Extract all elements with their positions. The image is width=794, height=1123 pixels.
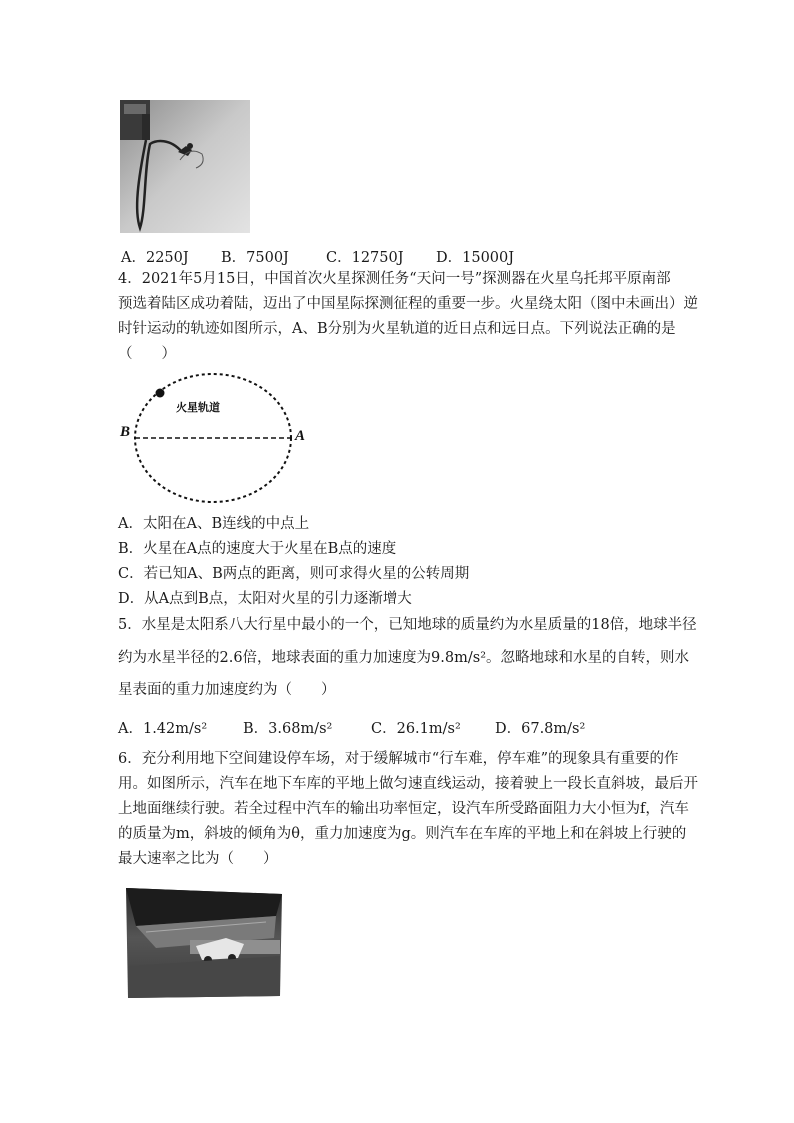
q5-options [118,717,598,737]
point-b-label: B [120,424,131,440]
bungee-photo [120,100,250,233]
q4-line-4: （ ） [118,346,176,362]
garage-photo [126,886,282,1000]
q4-line-1: 4．2021年5月15日，中国首次火星探测任务“天问一号”探测器在火星乌托邦平原南部 [118,271,671,287]
q4-option-a: A．太阳在A、B连线的中点上 [118,516,310,532]
q6-line-3: 上地面继续行驶。若全过程中汽车的输出功率恒定，设汽车所受路面阻力大小恒为f，汽车 [118,801,689,817]
bungee-photo-graphic [120,100,250,233]
q6-line-2: 用。如图所示，汽车在地下车库的平地上做匀速直线运动，接着驶上一段长直斜坡，最后开 [118,776,698,792]
mars-dot [156,389,165,398]
q3-option-b: B．7500J [221,250,289,266]
orbit-label: 火星轨道 [176,402,220,414]
q3-option-c: C．12750J [326,250,404,266]
q5-line-3: 星表面的重力加速度约为（ ） [118,682,336,698]
q6-line-1: 6．充分利用地下空间建设停车场，对于缓解城市“行车难，停车难”的现象具有重要的作 [118,751,679,767]
q5-option-b: B．3.68m/s² [243,721,333,737]
q4-option-b: B．火星在A点的速度大于火星在B点的速度 [118,541,397,557]
q4-option-c: C．若已知A、B两点的距离，则可求得火星的公转周期 [118,566,470,582]
q3-option-a: A．2250J [121,250,189,266]
q5-line-2: 约为水星半径的2.6倍，地球表面的重力加速度为9.8m/s²。忽略地球和水星的自转，则水 [118,650,690,666]
q4-option-d: D．从A点到B点，太阳对火星的引力逐渐增大 [118,591,412,607]
q6-line-4: 的质量为m，斜坡的倾角为θ，重力加速度为g。则汽车在车库的平地上和在斜坡上行驶的 [118,826,687,842]
q4-line-3: 时针运动的轨迹如图所示，A、B分别为火星轨道的近日点和远日点。下列说法正确的是 [118,321,676,337]
q5-line-1: 5．水星是太阳系八大行星中最小的一个，已知地球的质量约为水星质量的18倍，地球半径 [118,617,697,633]
q6-line-5: 最大速率之比为（ ） [118,851,278,867]
mars-orbit-figure [114,366,314,516]
q5-option-c: C．26.1m/s² [371,721,461,737]
q3-option-d: D．15000J [436,250,515,266]
garage-photo-graphic [126,886,282,1000]
q5-option-d: D．67.8m/s² [495,721,586,737]
point-a-label: A [295,428,306,444]
q4-line-2: 预选着陆区成功着陆，迈出了中国星际探测征程的重要一步。火星绕太阳（图中未画出）逆 [118,296,698,312]
q3-options [121,246,551,266]
q5-option-a: A．1.42m/s² [118,721,208,737]
